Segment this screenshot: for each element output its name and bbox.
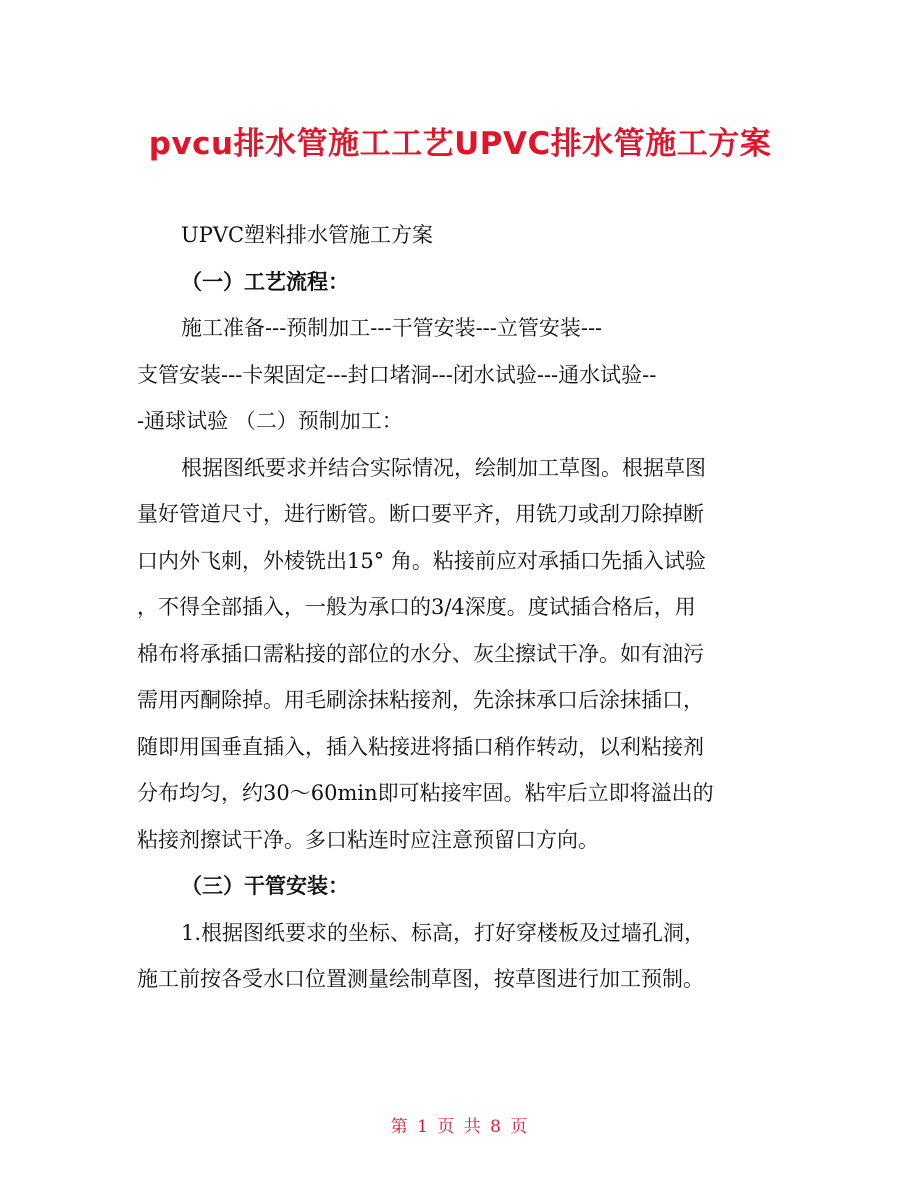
document-body xyxy=(137,212,787,1003)
page-footer: 第 1 页 共 8 页 xyxy=(390,1117,530,1137)
paragraph-line: 粘接剂擦试干净。多口粘连时应注意预留口方向。 xyxy=(137,827,599,852)
paragraph-line: 支管安装---卡架固定---封口堵洞---闭水试验---通水试验-- xyxy=(137,362,657,387)
paragraph-line: 量好管道尺寸，进行断管。断口要平齐，用铣刀或刮刀除掉断 xyxy=(137,502,704,526)
paragraph-line: 施工前按各受水口位置测量绘制草图，按草图进行加工预制。 xyxy=(137,967,704,991)
paragraph-line: 施工准备---预制加工---干管安装---立管安装--- xyxy=(181,316,603,340)
section-heading-process: （一）工艺流程： xyxy=(181,268,349,294)
paragraph-line: 需用丙酮除掉。用毛刷涂抹粘接剂，先涂抹承口后涂抹插口， xyxy=(137,688,704,712)
paragraph-line: ，不得全部插入，一般为承口的3/4深度。度试插合格后，用 xyxy=(137,595,696,619)
paragraph-line: 1.根据图纸要求的坐标、标高，打好穿楼板及过墙孔洞， xyxy=(181,920,706,945)
paragraph-line: 分布均匀，约30～60min即可粘接牢固。粘牢后立即将溢出的 xyxy=(137,781,714,805)
paragraph-line: 随即用国垂直插入，插入粘接进将插口稍作转动，以利粘接剂 xyxy=(137,734,704,759)
section-heading-scheme: UPVC塑料排水管施工方案 xyxy=(181,223,434,247)
paragraph-line: 根据图纸要求并结合实际情况，绘制加工草图。根据草图 xyxy=(181,455,706,480)
paragraph-line: -通球试验 （二）预制加工： xyxy=(137,409,403,433)
paragraph-line: 口内外飞刺，外棱铣出15° 角。粘接前应对承插口先插入试验 xyxy=(137,548,706,573)
page-title: pvcu排水管施工工艺UPVC排水管施工方案 xyxy=(148,126,772,162)
section-heading-main-pipe: （三）干管安装： xyxy=(181,873,349,898)
paragraph-line: 棉布将承插口需粘接的部位的水分、灰尘擦试干净。如有油污 xyxy=(137,641,704,666)
